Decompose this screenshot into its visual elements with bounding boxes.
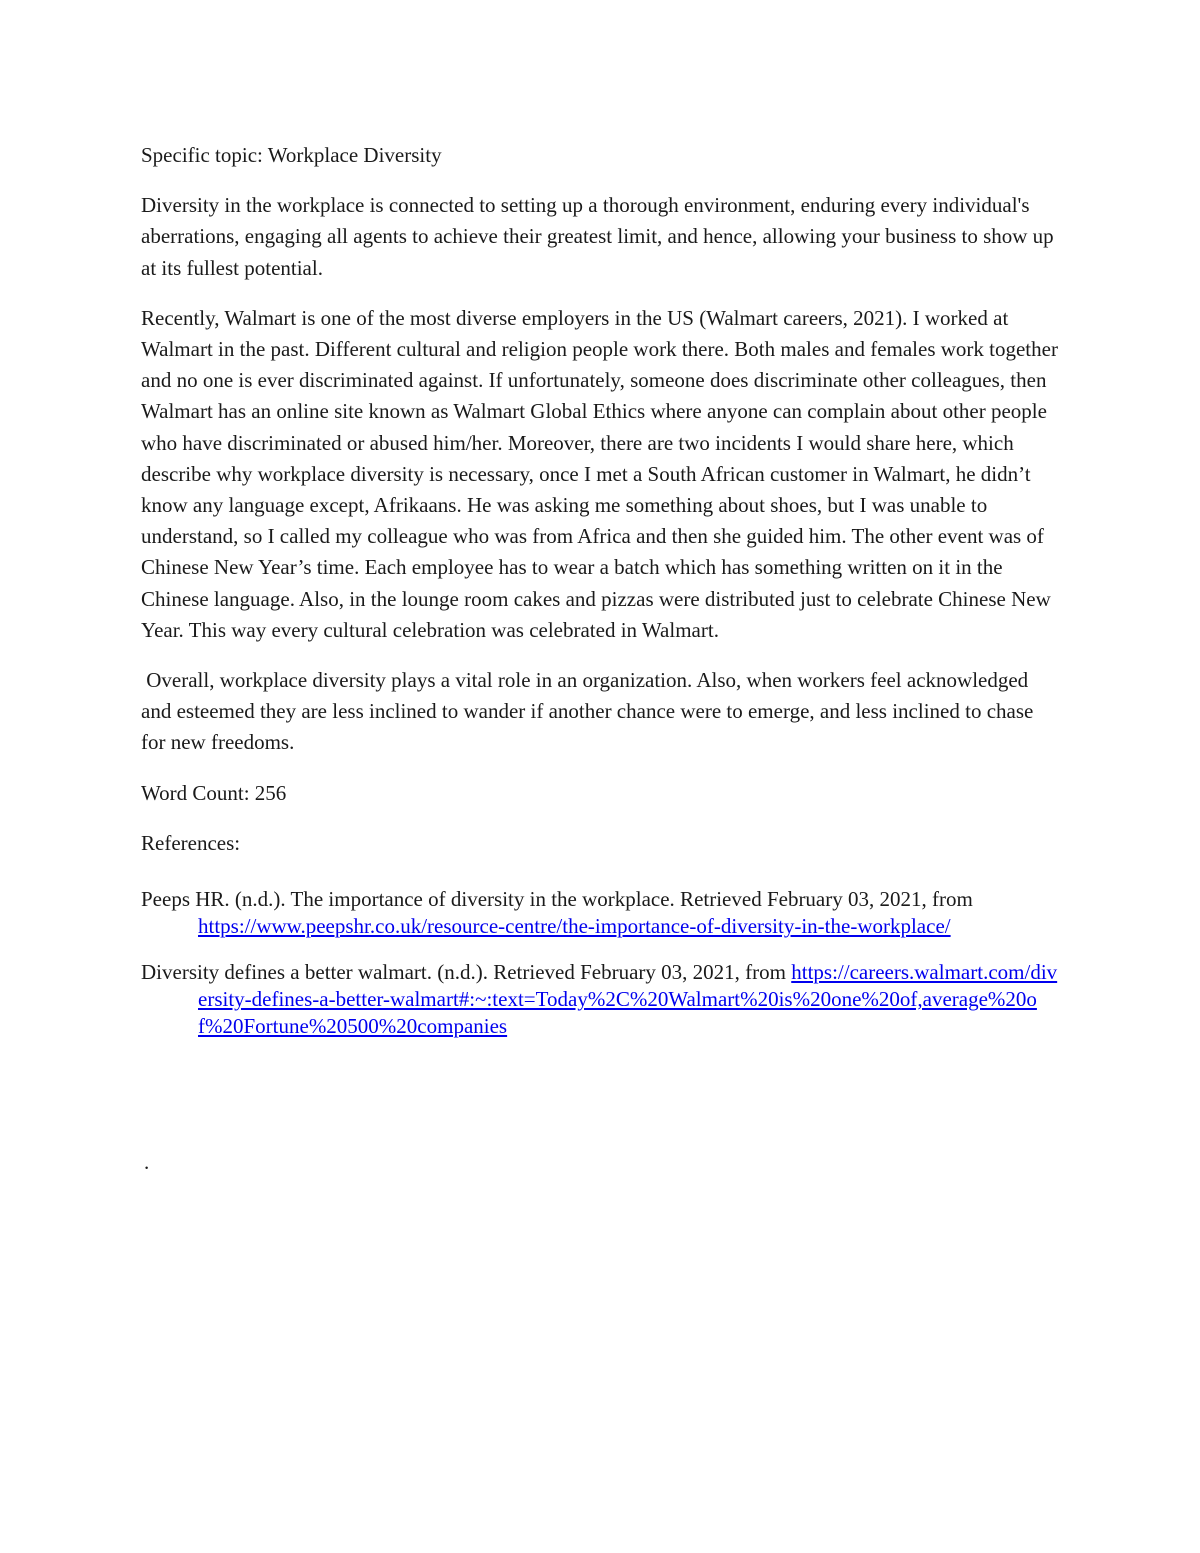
reference-text: Peeps HR. (n.d.). The importance of diversity in the workplace. Retrieved February 03, 2021, from bbox=[141, 887, 973, 912]
reference-link[interactable]: https://careers.walmart.com/diversity-defines-a-better-walmart#:~:text=Today%2C%20Walmart%20is%20one%20of,average%20of%20Fortune%20500%20companies bbox=[198, 960, 1058, 1039]
reference-link[interactable]: https://www.peepshr.co.uk/resource-centre/the-importance-of-diversity-in-the-workplace/ bbox=[198, 914, 951, 939]
trailing-mark: . bbox=[144, 1150, 150, 1174]
reference-entry bbox=[141, 886, 1061, 940]
document-page bbox=[141, 140, 1061, 1059]
word-count: Word Count: 256 bbox=[141, 780, 287, 805]
reference-entry bbox=[141, 959, 1061, 1040]
body-paragraph: Recently, Walmart is one of the most diverse employers in the US (Walmart careers, 2021). I worked at Walmart in the past. Different cultural and religion people work there. Both males and females work together and no one is ever discriminated against. If unfortunately, someone does discriminate other colleagues, then Walmart has an online site known as Walmart Global Ethics where anyone can complain about other people who have discriminated or abused him/her. Moreover, there are two incidents I would share here, which describe why workplace diversity is necessary, once I met a South African customer in Walmart, he didn’t know any language except, Afrikaans. He was asking me something about shoes, but I was unable to understand, so I called my colleague who was from Africa and then she guided him. The other event was of Chinese New Year’s time. Each employee has to wear a batch which has something written on it in the Chinese language. Also, in the lounge room cakes and pizzas were distributed just to celebrate Chinese New Year. This way every cultural celebration was celebrated in Walmart. bbox=[141, 305, 1058, 642]
references-heading: References: bbox=[141, 830, 241, 855]
topic-line: Specific topic: Workplace Diversity bbox=[141, 143, 442, 167]
reference-text: Diversity defines a better walmart. (n.d.). Retrieved February 03, 2021, from bbox=[141, 960, 792, 985]
intro-paragraph: Diversity in the workplace is connected to setting up a thorough environment, enduring every individual's aberrations, engaging all agents to achieve their greatest limit, and hence, allowing your business to show up at its fullest potential. bbox=[141, 193, 1054, 280]
conclusion-paragraph: Overall, workplace diversity plays a vital role in an organization. Also, when workers feel acknowledged and esteemed they are less inclined to wander if another chance were to emerge, and less inclined to chase for new freedoms. bbox=[141, 668, 1039, 755]
